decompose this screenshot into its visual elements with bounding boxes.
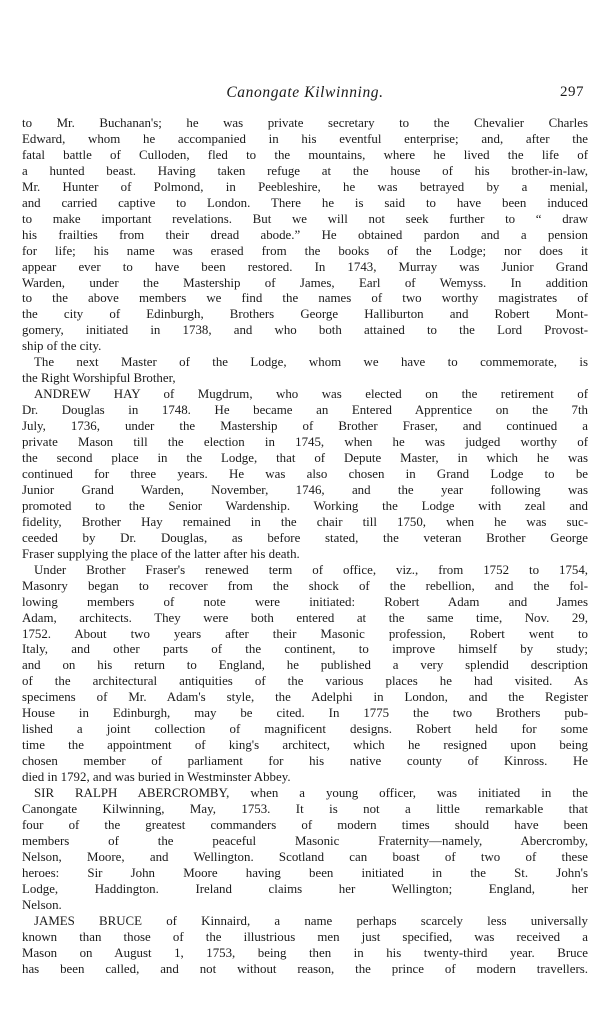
text-line: to Mr. Buchanan's; he was private secretary to the Chevalier Charles [22, 116, 588, 130]
text-line: known than those of the illustrious men just specified, was received a [22, 929, 588, 944]
text-line: private Mason till the election in 1745, when he was judged worthy of [22, 435, 588, 450]
text-line: July, 1736, under the Mastership of Brother Fraser, and continued a [22, 419, 588, 434]
text-line: for life; his name was erased from the books of the Lodge; nor does it [22, 243, 588, 258]
text-line: appear ever to have been restored. In 1743, Murray was Junior Grand [22, 259, 588, 274]
text-line: lowing members of note were initiated: Robert Adam and James [22, 594, 588, 609]
text-line: and carried captive to London. There he is said to have been induced [22, 195, 588, 210]
text-line: Masonry began to recover from the shock of the rebellion, and the fol- [22, 578, 588, 593]
text-line: of the architectural antiquities of the various places he had visited. As [22, 674, 588, 689]
text-line: the city of Edinburgh, Brothers George Halliburton and Robert Mont- [22, 307, 588, 322]
text-line: SIR RALPH ABERCROMBY, when a young officer, was initiated in the [34, 786, 588, 801]
text-line: Adam, architects. They were both entered at the same time, Nov. 29, [22, 610, 588, 625]
page-header [22, 84, 588, 106]
text-line: Lodge, Haddington. Ireland claims her Wellington; England, her [22, 881, 588, 896]
text-line: House in Edinburgh, may be cited. In 1775 the two Brothers pub- [22, 706, 588, 721]
running-title: Canongate Kilwinning. [226, 84, 384, 101]
text-line: Canongate Kilwinning, May, 1753. It is not a little remarkable that [22, 801, 588, 816]
text-line: and on his return to England, he published a very splendid description [22, 658, 588, 673]
text-line: heroes: Sir John Moore having been initiated in the St. John's [22, 865, 588, 880]
body-text [22, 116, 588, 977]
text-line: specimens of Mr. Adam's style, the Adelphi in London, and the Register [22, 690, 588, 705]
text-line: gomery, initiated in 1738, and who both attained to the Lord Provost- [22, 323, 588, 338]
text-line: ceeded by Dr. Douglas, as before stated, the veteran Brother George [22, 530, 588, 545]
text-line: his frailties from their dread abode.” He obtained pardon and a pension [22, 227, 588, 242]
text-line: Nelson, Moore, and Wellington. Scotland can boast of two of these [22, 849, 588, 864]
text-line: ANDREW HAY of Mugdrum, who was elected on the retirement of [34, 387, 588, 402]
text-line: to the above members we find the names of two worthy magistrates of [22, 291, 588, 306]
text-line: ship of the city. [22, 339, 102, 354]
text-line: Edward, whom he accompanied in his eventful enterprise; and, after the [22, 131, 588, 146]
text-line: The next Master of the Lodge, whom we have to commemorate, is [34, 355, 588, 370]
text-line: died in 1792, and was buried in Westminster Abbey. [22, 770, 291, 785]
text-line: the second place in the Lodge, that of Depute Master, in which he was [22, 451, 588, 466]
text-line: members of the peaceful Masonic Fraternity—namely, Abercromby, [22, 833, 588, 848]
text-line: to make important revelations. But we will not seek further to “ draw [22, 211, 588, 226]
text-line: time the appointment of king's architect, which he resigned upon being [22, 738, 588, 753]
text-line: Fraser supplying the place of the latter after his death. [22, 546, 300, 561]
text-line: chosen member of parliament for his native county of Kinross. He [22, 754, 588, 769]
text-line: Italy, and other parts of the continent, to improve himself by study; [22, 642, 588, 657]
text-line: continued for three years. He was also chosen in Grand Lodge to be [22, 466, 588, 481]
text-line: 1752. About two years after their Masonic profession, Robert went to [22, 626, 588, 641]
text-line: promoted to the Senior Wardenship. Working the Lodge with zeal and [22, 498, 588, 513]
text-line: fatal battle of Culloden, fled to the mountains, where he lived the life of [22, 147, 588, 162]
text-line: Under Brother Fraser's renewed term of office, viz., from 1752 to 1754, [34, 562, 588, 577]
text-line: Warden, under the Mastership of James, Earl of Wemyss. In addition [22, 275, 588, 290]
page-number: 297 [560, 84, 584, 100]
text-line: JAMES BRUCE of Kinnaird, a name perhaps scarcely less universally [34, 913, 588, 928]
text-line: a hunted beast. Having taken refuge at the house of his brother-in-law, [22, 163, 588, 178]
text-line: four of the greatest commanders of modern times should have been [22, 817, 588, 832]
text-line: fidelity, Brother Hay remained in the chair till 1750, when he was suc- [22, 514, 588, 529]
text-line: lished a joint collection of magnificent designs. Robert held for some [22, 722, 588, 737]
text-line: Mr. Hunter of Polmond, in Peebleshire, he was betrayed by a menial, [22, 179, 588, 194]
text-line: has been called, and not without reason, the prince of modern travellers. [22, 961, 588, 976]
text-line: the Right Worshipful Brother, [22, 371, 176, 386]
text-line: Junior Grand Warden, November, 1746, and the year following was [22, 482, 588, 497]
text-line: Dr. Douglas in 1748. He became an Entered Apprentice on the 7th [22, 403, 588, 418]
text-line: Mason on August 1, 1753, being then in his twenty-third year. Bruce [22, 945, 588, 960]
text-line: Nelson. [22, 897, 62, 912]
